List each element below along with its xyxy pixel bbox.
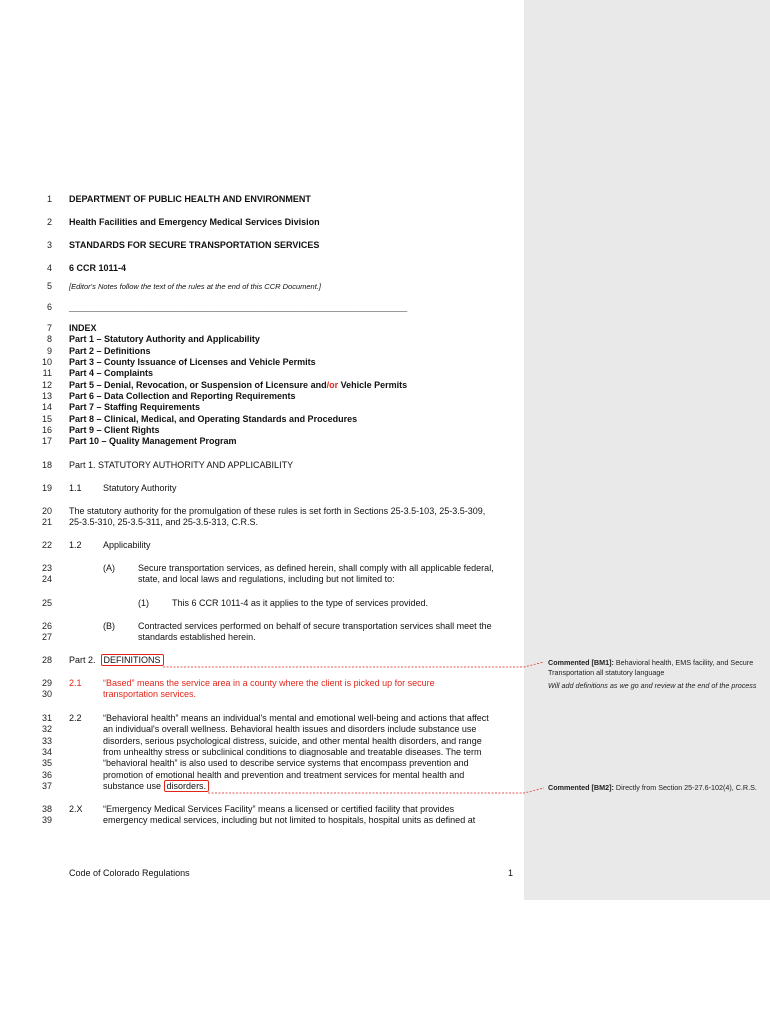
- index-item-part5-tail: Vehicle Permits: [338, 380, 408, 390]
- section-2-2-line[interactable]: promotion of emotional health and prevention and treatment services for mental health and: [103, 770, 465, 780]
- part2-prefix: Part 2.: [69, 655, 96, 665]
- section-2-1-number: 2.1: [69, 678, 82, 688]
- section-2-x-text-cont[interactable]: emergency medical services, including but not limited to hospitals, hospital units as defined at: [103, 815, 476, 825]
- line-number: 19: [41, 483, 52, 493]
- index-item-part5-text: Part 5 – Denial, Revocation, or Suspension of Licensure and: [69, 380, 327, 390]
- line-number: 13: [41, 391, 52, 401]
- index-item-part4[interactable]: Part 4 – Complaints: [69, 368, 154, 378]
- comment-bm1-text: Behavioral health, EMS facility, and Secure Transportation all statutory language: [548, 658, 754, 677]
- clause-b-text[interactable]: Contracted services performed on behalf of secure transportation services shall meet the: [138, 621, 492, 631]
- index-item-part3[interactable]: Part 3 – County Issuance of Licenses and Vehicle Permits: [69, 357, 316, 367]
- section-2-x-text[interactable]: “Emergency Medical Services Facility” means a licensed or certified facility that provides: [103, 804, 455, 814]
- section-1-1-text[interactable]: The statutory authority for the promulgation of these rules is set forth in Sections 25-3.5-103, 25-3.5-309,: [69, 506, 486, 516]
- index-item-part1[interactable]: Part 1 – Statutory Authority and Applicability: [69, 334, 260, 344]
- index-item-part5[interactable]: [69, 380, 407, 391]
- section-1-1-text-cont[interactable]: 25-3.5-310, 25-3.5-311, and 25-3.5-313, C.R.S.: [69, 517, 258, 527]
- editor-note[interactable]: [Editor's Notes follow the text of the rules at the end of this CCR Document.]: [69, 282, 321, 291]
- line-number: 15: [41, 414, 52, 424]
- clause-b-text-cont[interactable]: standards established herein.: [138, 632, 256, 642]
- comment-bm2[interactable]: [548, 783, 758, 797]
- line-number: 12: [41, 380, 52, 390]
- clause-a1-text[interactable]: This 6 CCR 1011-4 as it applies to the type of services provided.: [172, 598, 428, 608]
- footer-title: Code of Colorado Regulations: [69, 868, 190, 878]
- section-1-1-number: 1.1: [69, 483, 82, 493]
- line-number: 34: [41, 747, 52, 757]
- section-2-2-line[interactable]: [103, 781, 209, 792]
- line-number: 17: [41, 436, 52, 446]
- line-number: 25: [41, 598, 52, 608]
- comment-bm1[interactable]: [548, 658, 758, 695]
- clause-b-label: (B): [103, 621, 115, 631]
- index-item-part8[interactable]: Part 8 – Clinical, Medical, and Operating Standards and Procedures: [69, 414, 358, 424]
- line-number: 31: [41, 713, 52, 723]
- index-title[interactable]: INDEX: [69, 323, 97, 333]
- section-2-2-line[interactable]: disorders, serious psychological distress, suicide, and other mental health disorders, and range: [103, 736, 482, 746]
- line-number: 14: [41, 402, 52, 412]
- index-item-part7[interactable]: Part 7 – Staffing Requirements: [69, 402, 201, 412]
- line-number: 20: [41, 506, 52, 516]
- ccr-number[interactable]: 6 CCR 1011-4: [69, 263, 127, 273]
- line-number: 24: [41, 574, 52, 584]
- line-number: 36: [41, 770, 52, 780]
- line-number: 7: [46, 323, 52, 333]
- tracked-insertion: /or: [326, 380, 339, 390]
- line-number: 1: [46, 194, 52, 204]
- part1-heading[interactable]: Part 1. STATUTORY AUTHORITY AND APPLICABILITY: [69, 460, 294, 470]
- clause-a-label: (A): [103, 563, 115, 573]
- line-number: 10: [41, 357, 52, 367]
- index-item-part9[interactable]: Part 9 – Client Rights: [69, 425, 160, 435]
- section-2-1-text-cont[interactable]: transportation services.: [103, 689, 197, 699]
- clause-a-text-cont[interactable]: state, and local laws and regulations, including but not limited to:: [138, 574, 395, 584]
- line-number: 22: [41, 540, 52, 550]
- comment-anchor-bm1[interactable]: DEFINITIONS: [101, 654, 164, 666]
- line-number: 39: [41, 815, 52, 825]
- horizontal-rule: ____________________________________________________________________________: [69, 303, 408, 312]
- line-number: 6: [46, 302, 52, 312]
- index-item-part6[interactable]: Part 6 – Data Collection and Reporting Requirements: [69, 391, 296, 401]
- section-2-2-line[interactable]: an individual's overall wellness. Behavioral health issues and disorders include substance use: [103, 724, 477, 734]
- section-1-2-number: 1.2: [69, 540, 82, 550]
- comment-bm1-label: Commented [BM1]:: [548, 658, 614, 667]
- index-item-part10[interactable]: Part 10 – Quality Management Program: [69, 436, 237, 446]
- line-number: 2: [46, 217, 52, 227]
- section-2-2-last-prefix: substance use: [103, 781, 164, 791]
- line-number: 9: [46, 346, 52, 356]
- section-2-2-line[interactable]: from unhealthy stress or subclinical conditions to diagnosable and treatable diseases. The term: [103, 747, 482, 757]
- line-number: 26: [41, 621, 52, 631]
- section-2-2-line[interactable]: “behavioral health” is also used to describe service systems that encompass prevention and: [103, 758, 469, 768]
- line-number: 35: [41, 758, 52, 768]
- line-number: 21: [41, 517, 52, 527]
- section-2-1-text[interactable]: “Based” means the service area in a county where the client is picked up for secure: [103, 678, 435, 688]
- comment-bm2-label: Commented [BM2]:: [548, 783, 614, 792]
- line-number: 11: [42, 368, 52, 378]
- line-number: 33: [41, 736, 52, 746]
- page-number: 1: [508, 868, 514, 878]
- line-number: 23: [41, 563, 52, 573]
- comment-bm1-note: Will add definitions as we go and review at the end of the process: [548, 681, 757, 690]
- line-number: 30: [41, 689, 52, 699]
- line-number: 3: [46, 240, 52, 250]
- division-heading[interactable]: Health Facilities and Emergency Medical Services Division: [69, 217, 320, 227]
- standards-heading[interactable]: STANDARDS FOR SECURE TRANSPORTATION SERVICES: [69, 240, 320, 250]
- section-1-2-title[interactable]: Applicability: [103, 540, 151, 550]
- line-number: 16: [41, 425, 52, 435]
- line-number: 4: [46, 263, 52, 273]
- section-2-x-number: 2.X: [69, 804, 83, 814]
- part2-heading[interactable]: [69, 655, 164, 666]
- comments-margin-pane: [524, 0, 770, 900]
- line-number: 38: [41, 804, 52, 814]
- clause-a1-label: (1): [138, 598, 149, 608]
- line-number: 32: [41, 724, 52, 734]
- section-2-2-line[interactable]: “Behavioral health” means an individual's mental and emotional well-being and actions that affect: [103, 713, 489, 723]
- line-number: 5: [46, 281, 52, 291]
- line-number: 8: [46, 334, 52, 344]
- index-item-part2[interactable]: Part 2 – Definitions: [69, 346, 151, 356]
- line-number: 27: [41, 632, 52, 642]
- line-number: 37: [41, 781, 52, 791]
- section-2-2-number: 2.2: [69, 713, 82, 723]
- comment-anchor-bm2[interactable]: disorders.: [164, 780, 210, 792]
- comment-bm2-text: Directly from Section 25-27.6-102(4), C.R.S.: [613, 783, 757, 792]
- department-heading[interactable]: DEPARTMENT OF PUBLIC HEALTH AND ENVIRONMENT: [69, 194, 311, 204]
- line-number: 18: [41, 460, 52, 470]
- section-1-1-title[interactable]: Statutory Authority: [103, 483, 177, 493]
- clause-a-text[interactable]: Secure transportation services, as defined herein, shall comply with all applicable federal,: [138, 563, 494, 573]
- line-number: 29: [41, 678, 52, 688]
- line-number: 28: [41, 655, 52, 665]
